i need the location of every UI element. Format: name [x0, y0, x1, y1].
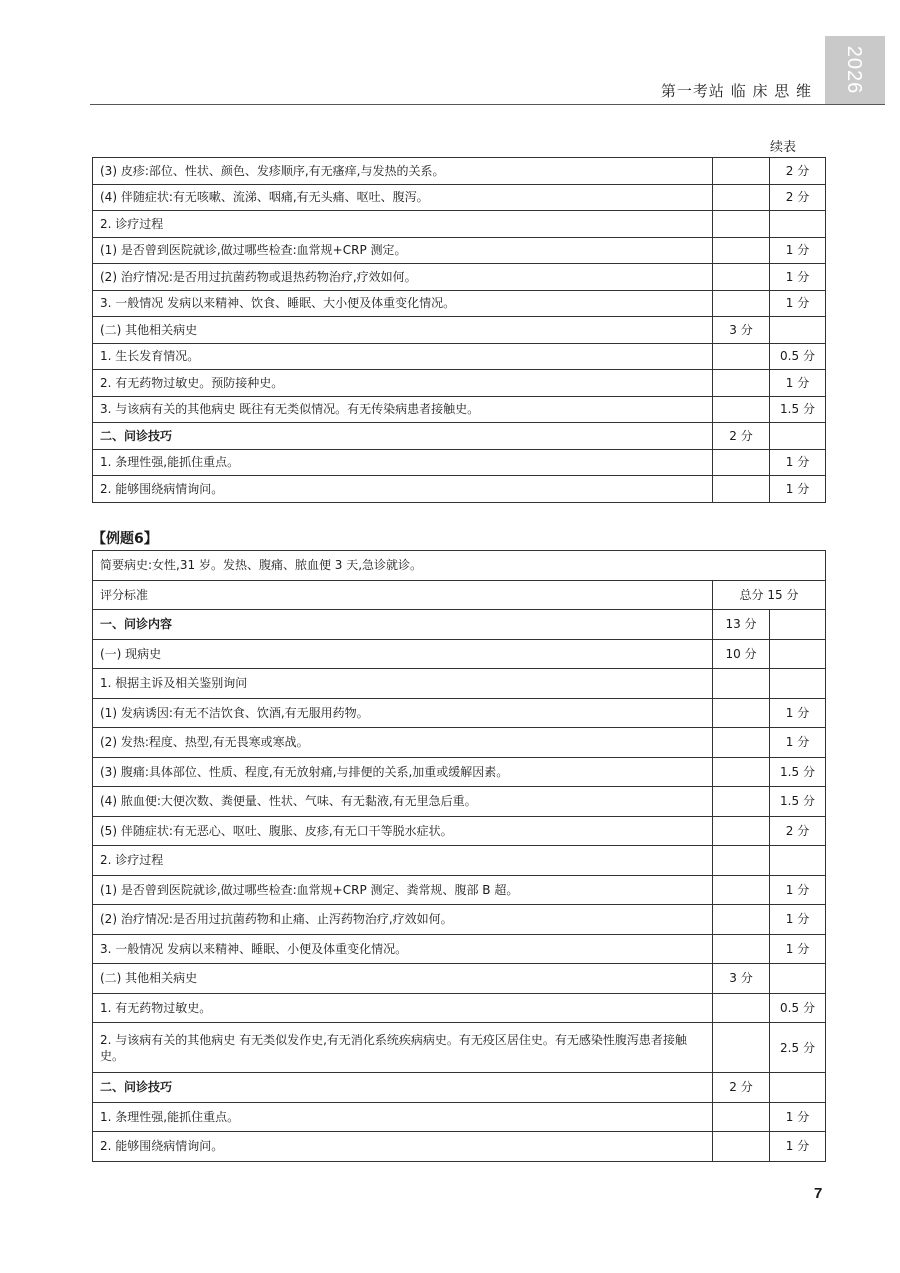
item-score-cell: [770, 669, 826, 699]
item-score-cell: 1 分: [770, 905, 826, 935]
table-row: [93, 264, 826, 291]
item-score-cell: 2.5 分: [770, 1023, 826, 1073]
table-row: [93, 639, 826, 669]
table-row: [93, 757, 826, 787]
item-cell: (2) 治疗情况:是否用过抗菌药物或退热药物治疗,疗效如何。: [93, 264, 713, 291]
item-cell: 1. 根据主诉及相关鉴别询问: [93, 669, 713, 699]
part-score-cell: [713, 669, 770, 699]
item-cell: (2) 治疗情况:是否用过抗菌药物和止痛、止泻药物治疗,疗效如何。: [93, 905, 713, 935]
item-score-cell: [770, 964, 826, 994]
item-score-cell: 0.5 分: [770, 343, 826, 370]
example-score-table: [92, 550, 826, 1162]
item-score-cell: 1.5 分: [770, 757, 826, 787]
item-cell: 2. 诊疗过程: [93, 846, 713, 876]
year-tab-label: 2026: [843, 45, 865, 95]
part-score-cell: [713, 757, 770, 787]
table-row: [93, 728, 826, 758]
part-score-cell: [713, 264, 770, 291]
total-score: 总分 15 分: [713, 580, 826, 610]
running-header-title: 第一考站 临 床 思 维: [660, 82, 812, 100]
table-row: [93, 237, 826, 264]
item-cell: 3. 一般情况 发病以来精神、饮食、睡眠、大小便及体重变化情况。: [93, 290, 713, 317]
part-score-cell: 13 分: [713, 610, 770, 640]
continued-score-table: [92, 157, 826, 503]
item-cell: 1. 条理性强,能抓住重点。: [93, 449, 713, 476]
part-score-cell: 10 分: [713, 639, 770, 669]
table-row: [93, 1023, 826, 1073]
item-score-cell: 1 分: [770, 1132, 826, 1162]
part-score-cell: [713, 1132, 770, 1162]
part-score-cell: [713, 290, 770, 317]
part-score-cell: [713, 1023, 770, 1073]
table-row: [93, 905, 826, 935]
item-score-cell: 1.5 分: [770, 787, 826, 817]
table-row: [93, 476, 826, 503]
part-score-cell: [713, 846, 770, 876]
table-row: [93, 211, 826, 238]
item-cell: (1) 是否曾到医院就诊,做过哪些检查:血常规+CRP 测定。: [93, 237, 713, 264]
item-cell: 二、问诊技巧: [93, 1073, 713, 1103]
part-score-cell: [713, 237, 770, 264]
page-number: 7: [814, 1185, 823, 1202]
example-title: 【例题6】: [92, 531, 158, 547]
table-row: [93, 1102, 826, 1132]
item-cell: (3) 皮疹:部位、性状、颜色、发疹顺序,有无瘙痒,与发热的关系。: [93, 158, 713, 185]
table-row: [93, 184, 826, 211]
part-score-cell: [713, 905, 770, 935]
part-score-cell: [713, 211, 770, 238]
part-score-cell: [713, 476, 770, 503]
part-score-cell: [713, 728, 770, 758]
header-rule: [90, 104, 885, 105]
item-score-cell: [770, 211, 826, 238]
part-score-cell: [713, 343, 770, 370]
item-score-cell: 1 分: [770, 1102, 826, 1132]
item-score-cell: [770, 317, 826, 344]
item-cell: 1. 条理性强,能抓住重点。: [93, 1102, 713, 1132]
item-cell: (二) 其他相关病史: [93, 964, 713, 994]
item-cell: 2. 诊疗过程: [93, 211, 713, 238]
part-score-cell: 3 分: [713, 317, 770, 344]
table-row: [93, 370, 826, 397]
table-row: [93, 396, 826, 423]
item-cell: 2. 与该病有关的其他病史 有无类似发作史,有无消化系统疾病病史。有无疫区居住史。有无感染性腹泻患者接触史。: [93, 1023, 713, 1073]
part-score-cell: [713, 934, 770, 964]
item-score-cell: 2 分: [770, 816, 826, 846]
table-row: [93, 158, 826, 185]
item-cell: (1) 是否曾到医院就诊,做过哪些检查:血常规+CRP 测定、粪常规、腹部 B 超。: [93, 875, 713, 905]
item-cell: (2) 发热:程度、热型,有无畏寒或寒战。: [93, 728, 713, 758]
table-row: [93, 449, 826, 476]
table-row: [93, 669, 826, 699]
part-score-cell: [713, 370, 770, 397]
table-row: [93, 610, 826, 640]
part-score-cell: [713, 875, 770, 905]
table-row: [93, 423, 826, 450]
item-score-cell: 1 分: [770, 290, 826, 317]
item-cell: 3. 与该病有关的其他病史 既往有无类似情况。有无传染病患者接触史。: [93, 396, 713, 423]
table-row: [93, 1073, 826, 1103]
item-score-cell: 1 分: [770, 698, 826, 728]
item-score-cell: 2 分: [770, 184, 826, 211]
item-cell: (4) 脓血便:大便次数、粪便量、性状、气味、有无黏液,有无里急后重。: [93, 787, 713, 817]
item-score-cell: 1 分: [770, 264, 826, 291]
item-cell: (3) 腹痛:具体部位、性质、程度,有无放射痛,与排便的关系,加重或缓解因素。: [93, 757, 713, 787]
part-score-cell: 2 分: [713, 1073, 770, 1103]
item-score-cell: 1 分: [770, 934, 826, 964]
table-row: [93, 964, 826, 994]
table-row: [93, 846, 826, 876]
table-row: [93, 317, 826, 344]
item-score-cell: 2 分: [770, 158, 826, 185]
table-row: [93, 934, 826, 964]
item-cell: (二) 其他相关病史: [93, 317, 713, 344]
part-score-cell: [713, 698, 770, 728]
item-cell: 1. 生长发育情况。: [93, 343, 713, 370]
criteria-label: 评分标准: [93, 580, 713, 610]
item-score-cell: 1 分: [770, 476, 826, 503]
table-row: [93, 1132, 826, 1162]
item-score-cell: 0.5 分: [770, 993, 826, 1023]
table-row: [93, 993, 826, 1023]
item-cell: (5) 伴随症状:有无恶心、呕吐、腹胀、皮疹,有无口干等脱水症状。: [93, 816, 713, 846]
part-score-cell: [713, 993, 770, 1023]
table-row: [93, 343, 826, 370]
item-cell: 一、问诊内容: [93, 610, 713, 640]
item-score-cell: [770, 639, 826, 669]
table-row: [93, 787, 826, 817]
item-cell: (一) 现病史: [93, 639, 713, 669]
item-cell: 1. 有无药物过敏史。: [93, 993, 713, 1023]
item-cell: 3. 一般情况 发病以来精神、睡眠、小便及体重变化情况。: [93, 934, 713, 964]
table-row: [93, 698, 826, 728]
item-score-cell: 1.5 分: [770, 396, 826, 423]
item-score-cell: [770, 423, 826, 450]
part-score-cell: [713, 1102, 770, 1132]
item-score-cell: 1 分: [770, 370, 826, 397]
item-cell: (4) 伴随症状:有无咳嗽、流涕、咽痛,有无头痛、呕吐、腹泻。: [93, 184, 713, 211]
item-score-cell: [770, 1073, 826, 1103]
item-score-cell: 1 分: [770, 875, 826, 905]
part-score-cell: 2 分: [713, 423, 770, 450]
part-score-cell: [713, 449, 770, 476]
item-score-cell: 1 分: [770, 237, 826, 264]
table-row: [93, 816, 826, 846]
item-cell: 2. 能够围绕病情询问。: [93, 1132, 713, 1162]
part-score-cell: [713, 816, 770, 846]
part-score-cell: [713, 158, 770, 185]
item-score-cell: 1 分: [770, 728, 826, 758]
part-score-cell: [713, 396, 770, 423]
item-score-cell: [770, 846, 826, 876]
item-cell: 二、问诊技巧: [93, 423, 713, 450]
item-score-cell: [770, 610, 826, 640]
item-cell: 2. 能够围绕病情询问。: [93, 476, 713, 503]
table-row: [93, 875, 826, 905]
item-score-cell: 1 分: [770, 449, 826, 476]
part-score-cell: [713, 787, 770, 817]
table-row: [93, 290, 826, 317]
item-cell: 2. 有无药物过敏史。预防接种史。: [93, 370, 713, 397]
continued-label: 续表: [770, 140, 797, 155]
part-score-cell: 3 分: [713, 964, 770, 994]
brief-history: 简要病史:女性,31 岁。发热、腹痛、脓血便 3 天,急诊就诊。: [93, 551, 826, 581]
item-cell: (1) 发病诱因:有无不洁饮食、饮酒,有无服用药物。: [93, 698, 713, 728]
part-score-cell: [713, 184, 770, 211]
